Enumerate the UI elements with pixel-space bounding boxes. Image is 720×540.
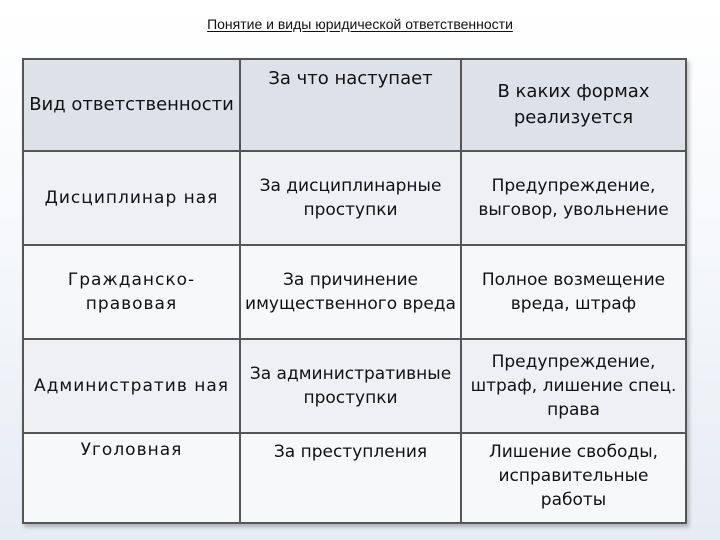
type-cell: Уголовная — [23, 433, 240, 523]
reason-cell: За причинение имущественного вреда — [240, 245, 461, 339]
header-reason: За что наступает — [240, 59, 461, 151]
table-row — [23, 433, 686, 523]
header-forms: В каких формах реализуется — [461, 59, 686, 151]
reason-cell: За дисциплинарные проступки — [240, 151, 461, 245]
type-cell: Гражданско-правовая — [23, 245, 240, 339]
forms-cell: Лишение свободы, исправительные работы — [461, 433, 686, 523]
reason-cell: За административные проступки — [240, 339, 461, 433]
type-cell: Дисциплинар ная — [23, 151, 240, 245]
reason-cell: За преступления — [240, 433, 461, 523]
forms-cell: Предупреждение, штраф, лишение спец. права — [461, 339, 686, 433]
forms-cell: Предупреждение, выговор, увольнение — [461, 151, 686, 245]
table-row — [23, 245, 686, 339]
type-cell: Административ ная — [23, 339, 240, 433]
header-type: Вид ответственности — [23, 59, 240, 151]
forms-cell: Полное возмещение вреда, штраф — [461, 245, 686, 339]
slide-title: Понятие и виды юридической ответственности — [207, 16, 513, 32]
table-row — [23, 151, 686, 245]
table-row — [23, 339, 686, 433]
responsibility-table — [22, 58, 687, 524]
table-header-row — [23, 59, 686, 151]
